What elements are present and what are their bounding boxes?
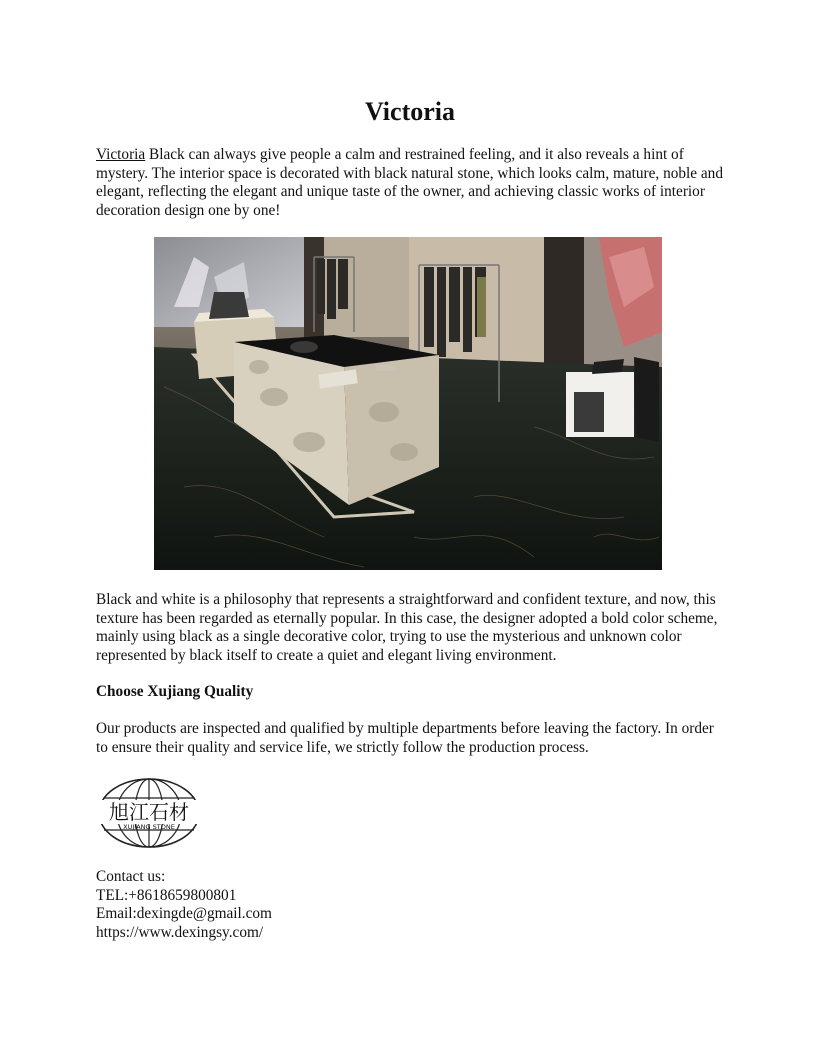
philosophy-paragraph: Black and white is a philosophy that represents a straightforward and confident texture, and now, this texture has been regarded as eternally popular. In this case, the designer adopted a bold color scheme, mainly using black as a single decorative color, trying to use the mysterious and unknown color represented by black itself to create a quiet and elegant living environment. [96, 591, 718, 664]
contact-email[interactable]: Email:dexingde@gmail.com [96, 905, 272, 923]
intro-text: Black can always give people a calm and restrained feeling, and it also reveals a hint of mystery. The interior space is decorated with black natural stone, which looks calm, mature, noble and elegant, reflecting the elegant and unique taste of the owner, and achieving classic works of interior decoration design one by one! [96, 146, 723, 219]
logo-chinese-text: 旭江石材 [109, 800, 189, 824]
logo-english-text: XUJIANG STONE [123, 823, 175, 831]
globe-logo-icon [96, 776, 202, 850]
section-heading: Choose Xujiang Quality [96, 683, 254, 700]
xujiang-stone-logo [96, 776, 202, 850]
intro-paragraph [96, 146, 724, 220]
victoria-link[interactable]: Victoria [96, 146, 146, 163]
showroom-illustration [154, 237, 662, 570]
contact-tel: TEL:+8618659800801 [96, 886, 237, 904]
contact-website[interactable]: https://www.dexingsy.com/ [96, 923, 264, 941]
contact-block [96, 868, 272, 942]
interior-showroom-photo [154, 237, 662, 570]
page-title: Victoria [365, 97, 455, 126]
quality-paragraph: Our products are inspected and qualified by multiple departments before leaving the factory. In order to ensure their quality and service life, we strictly follow the production process. [96, 720, 714, 756]
contact-label: Contact us: [96, 868, 166, 885]
